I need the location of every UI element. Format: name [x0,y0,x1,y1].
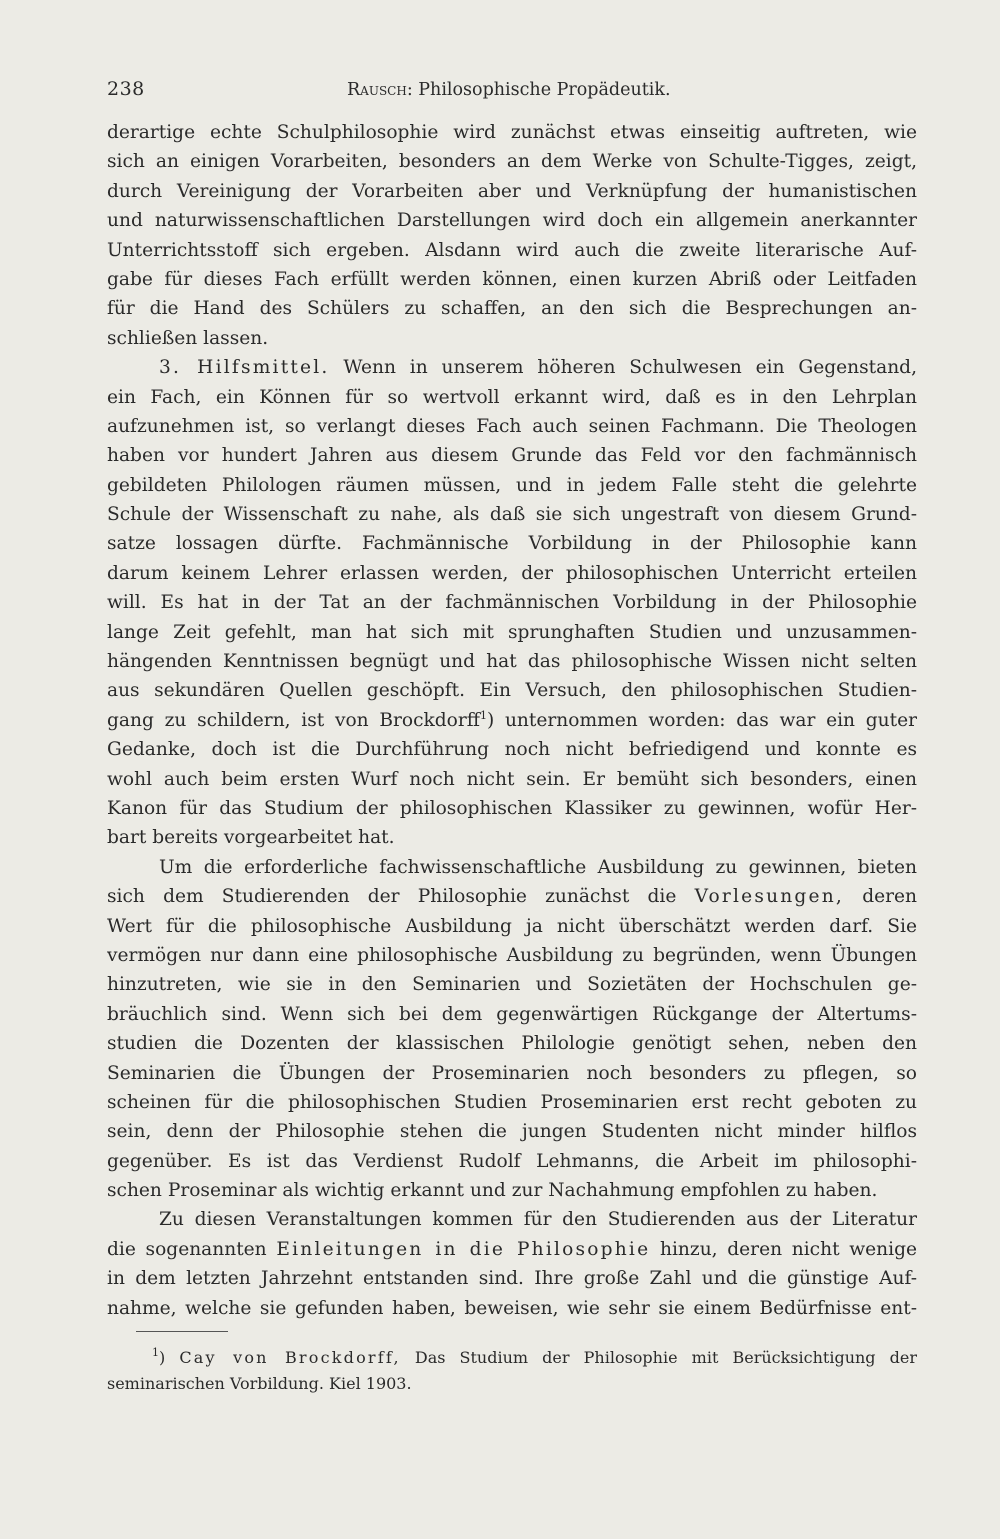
text-line: und naturwissenschaftlichen Darstellungen wird doch ein allgemein anerkannter [107,210,917,232]
footnote-line: $^1$) Cay von Brockdorff, Das Studium der Philosophie mit Berücksichtigung der [152,1346,917,1367]
text-line: gebildeten Philologen räumen müssen, und in jedem Falle steht die gelehrte [107,474,917,496]
text-run: deren [862,886,917,908]
running-head [347,80,671,100]
text-line: hinzutreten, wie sie in den Seminarien und Sozietäten der Hochschulen ge- [107,974,917,996]
page-header [107,78,917,106]
text-line: Wert für die philosophische Ausbildung ja nicht überschätzt werden darf. Sie [107,915,917,937]
footnote-marker: 1 [152,1346,159,1359]
text-line: satze lossagen dürfte. Fachmännische Vorbildung in der Philosophie kann [107,533,917,555]
text-line: aufzunehmen ist, so verlangt dieses Fach auch seinen Fachmann. Die Theologen [107,415,917,437]
text-line: Unterrichtsstoff sich ergeben. Alsdann wird auch die zweite literarische Auf- [107,239,917,261]
footnote [107,1345,917,1397]
footnote-line: seminarischen Vorbildung. Kiel 1903. [107,1374,412,1393]
text-line: Kanon für das Studium der philosophischen Klassiker zu gewinnen, wofür Her- [107,797,917,819]
text-line: hängenden Kenntnissen begnügt und hat das philosophische Wissen nicht selten [107,651,917,673]
text-line: gegenüber. Es ist das Verdienst Rudolf Lehmanns, die Arbeit im philosophi- [107,1150,917,1172]
running-head-author: Rausch [347,80,407,100]
text-line: Um die erforderliche fachwissenschaftliche Ausbildung zu gewinnen, bieten [159,856,917,878]
text-line [107,706,917,735]
text-line: bart bereits vorgearbeitet hat. [107,827,395,849]
running-head-title: : Philosophische Propädeutik. [406,80,671,100]
text-run: Das Studium der Philosophie mit Berücksichtigung der [414,1348,917,1367]
emphasis-spaced: Einleitungen in die Philosophie [276,1238,651,1260]
section-heading: 3. Hilfsmittel. [159,357,330,379]
text-line [107,1235,917,1264]
text-line: für die Hand des Schülers zu schaffen, an den sich die Besprechungen an- [107,298,917,320]
text-run: Wenn in unserem höheren Schulwesen ein Gegenstand, [343,357,917,379]
text-line: nahme, welche sie gefunden haben, beweisen, wie sehr sie einem Bedürfnisse ent- [107,1297,917,1319]
text-line [107,882,917,911]
text-line: durch Vereinigung der Vorarbeiten aber und Verknüpfung der humanistischen [107,180,917,202]
text-line: Seminarien die Übungen der Proseminarien noch besonders zu pflegen, so [107,1062,917,1084]
text-line: schen Proseminar als wichtig erkannt und zur Nachahmung empfohlen zu haben. [107,1180,878,1202]
text-line: lange Zeit gefehlt, man hat sich mit sprunghaften Studien und unzusammen- [107,621,917,643]
text-line: derartige echte Schulphilosophie wird zunächst etwas einseitig auftreten, wie [107,122,917,143]
page-number: 238 [107,78,145,100]
emphasis-spaced: Vorlesungen, [694,886,845,908]
text-line: ein Fach, ein Können für so wertvoll erkannt wird, daß es in den Lehrplan [107,386,917,408]
text-line: in dem letzten Jahrzehnt entstanden sind. Ihre große Zahl und die günstige Auf- [107,1268,917,1290]
text-run: gang zu schildern, ist von Brockdorff [107,709,480,731]
text-line [107,353,917,382]
text-line: haben vor hundert Jahren aus diesem Grunde das Feld vor den fachmännisch [107,445,917,467]
text-line: gabe für dieses Fach erfüllt werden können, einen kurzen Abriß oder Leitfaden [107,268,917,290]
footnote-reference[interactable]: 1 [479,708,487,722]
text-line: wohl auch beim ersten Wurf noch nicht sein. Er bemüht sich besonders, einen [107,768,917,790]
text-line: scheinen für die philosophischen Studien Proseminarien erst recht geboten zu [107,1091,917,1113]
footnote-author: Cay von Brockdorff, [179,1348,401,1367]
body-text [107,118,917,1323]
text-line: darum keinem Lehrer erlassen werden, der philosophischen Unterricht erteilen [107,562,917,584]
text-line: Schule der Wissenschaft zu nahe, als daß sie sich ungestraft von diesem Grund- [107,504,917,526]
text-run: sich dem Studierenden der Philosophie zunächst die [107,886,677,908]
text-line: Zu diesen Veranstaltungen kommen für den Studierenden aus der Literatur [159,1209,917,1231]
text-line: sich an einigen Vorarbeiten, besonders an dem Werke von Schulte-Tigges, zeigt, [107,151,917,173]
text-line: studien die Dozenten der klassischen Philologie genötigt sehen, neben den [107,1033,917,1055]
text-run: die sogenannten [107,1238,267,1260]
text-run: ) unternommen worden: das war ein guter [486,709,917,731]
text-line: sein, denn der Philosophie stehen die jungen Studenten nicht minder hilflos [107,1121,917,1143]
text-line: aus sekundären Quellen geschöpft. Ein Versuch, den philosophischen Studien- [107,680,917,702]
text-line: Gedanke, doch ist die Durchführung noch nicht befriedigend und konnte es [107,739,917,761]
footnote-divider [136,1331,228,1332]
text-run: hinzu, deren nicht wenige [660,1238,917,1260]
text-line: vermögen nur dann eine philosophische Ausbildung zu begründen, wenn Übungen [107,944,917,966]
text-line: schließen lassen. [107,327,269,349]
text-line: will. Es hat in der Tat an der fachmännischen Vorbildung in der Philosophie [107,592,917,614]
text-line: bräuchlich sind. Wenn sich bei dem gegenwärtigen Rückgange der Altertums- [107,1003,917,1025]
